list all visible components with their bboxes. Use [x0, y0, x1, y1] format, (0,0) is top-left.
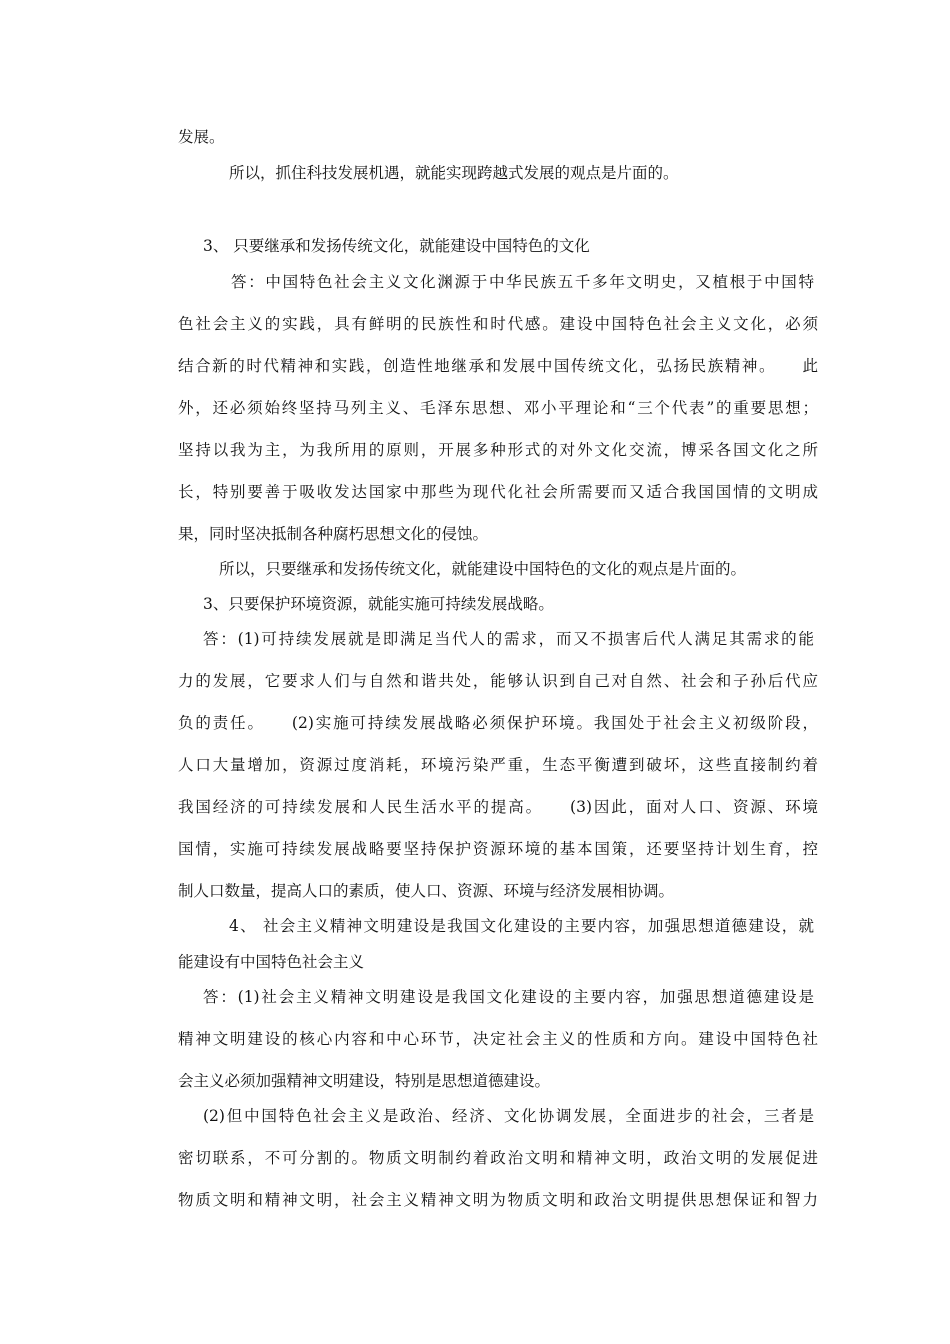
text-line: 会主义必须加强精神文明建设，特别是思想道德建设。	[178, 1072, 551, 1090]
text-line: 答：(1)社会主义精神文明建设是我国文化建设的主要内容，加强思想道德建设是	[203, 988, 814, 1006]
text-line: 外，还必须始终坚持马列主义、毛泽东思想、邓小平理论和“三个代表”的重要思想；	[178, 399, 818, 417]
text-line: 制人口数量，提高人口的素质，使人口、资源、环境与经济发展相协调。	[178, 882, 675, 900]
text-line: 色社会主义的实践，具有鲜明的民族性和时代感。建设中国特色社会主义文化，必须	[178, 315, 818, 333]
section-heading: 3、只要保护环境资源，就能实施可持续发展战略。	[203, 595, 554, 613]
text-line: 负的责任。 (2)实施可持续发展战略必须保护环境。我国处于社会主义初级阶段，	[178, 714, 818, 732]
text-line: 长，特别要善于吸收发达国家中那些为现代化社会所需要而又适合我国国情的文明成	[178, 483, 818, 501]
text-line: 答：(1)可持续发展就是即满足当代人的需求，而又不损害后代人满足其需求的能	[203, 630, 814, 648]
section-heading: 4、 社会主义精神文明建设是我国文化建设的主要内容，加强思想道德建设，就	[229, 917, 814, 935]
text-line: 精神文明建设的核心内容和中心环节，决定社会主义的性质和方向。建设中国特色社	[178, 1030, 818, 1048]
text-line: 坚持以我为主，为我所用的原则，开展多种形式的对外文化交流，博采各国文化之所	[178, 441, 818, 459]
text-line: 力的发展，它要求人们与自然和谐共处，能够认识到自己对自然、社会和子孙后代应	[178, 672, 818, 690]
text-line: 答：中国特色社会主义文化渊源于中华民族五千多年文明史，又植根于中国特	[231, 273, 814, 291]
text-line: 人口大量增加，资源过度消耗，环境污染严重，生态平衡遭到破坏，这些直接制约着	[178, 756, 818, 774]
text-line: 所以，只要继承和发扬传统文化，就能建设中国特色的文化的观点是片面的。	[219, 560, 747, 578]
section-heading: 能建设有中国特色社会主义	[178, 953, 365, 971]
text-line: 所以，抓住科技发展机遇，就能实现跨越式发展的观点是片面的。	[229, 164, 679, 182]
text-line: 果，同时坚决抵制各种腐朽思想文化的侵蚀。	[178, 525, 489, 543]
text-line: 发展。	[178, 128, 225, 146]
text-line: 物质文明和精神文明，社会主义精神文明为物质文明和政治文明提供思想保证和智力	[178, 1191, 818, 1209]
text-line: (2)但中国特色社会主义是政治、经济、文化协调发展，全面进步的社会，三者是	[203, 1107, 814, 1125]
text-line: 结合新的时代精神和实践，创造性地继承和发展中国传统文化，弘扬民族精神。 此	[178, 357, 818, 375]
text-line: 密切联系，不可分割的。物质文明制约着政治文明和精神文明，政治文明的发展促进	[178, 1149, 818, 1167]
section-heading: 3、 只要继承和发扬传统文化，就能建设中国特色的文化	[203, 237, 590, 255]
text-line: 我国经济的可持续发展和人民生活水平的提高。 (3)因此，面对人口、资源、环境	[178, 798, 818, 816]
text-line: 国情，实施可持续发展战略要坚持保护资源环境的基本国策，还要坚持计划生育，控	[178, 840, 818, 858]
